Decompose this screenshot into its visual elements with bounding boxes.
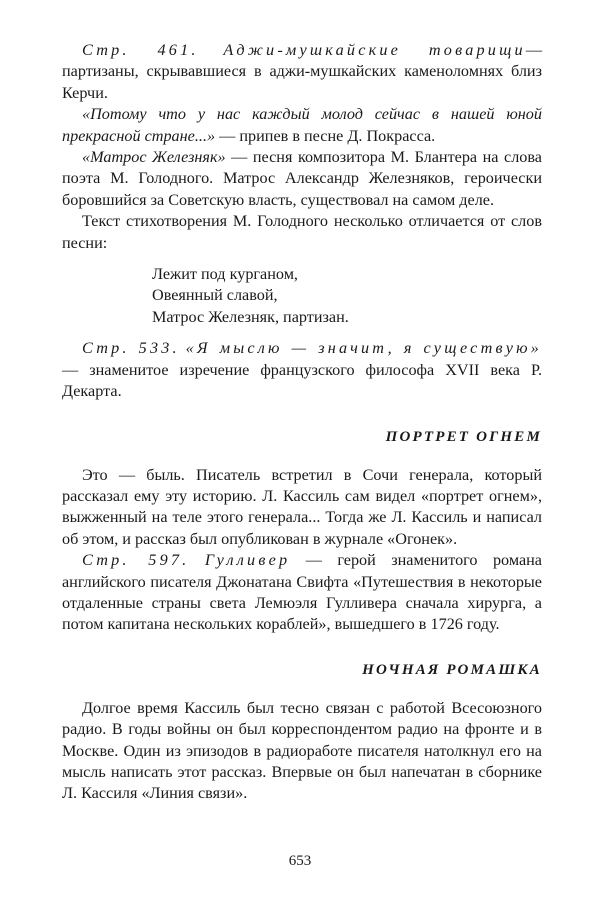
page-number: 653 [288,853,312,869]
note-text: — песня композитора М. Блантера на слова поэта М. Голодного. Матрос Александр Железняков, героически боровшийся за Советскую власть, существовал на самом деле. [62,148,542,209]
note-term: «Я мыслю — значит, я существую» [185,339,542,358]
note-zheleznyak [62,147,542,211]
page-body [62,40,542,805]
note-term: Гулливер [204,551,291,570]
poem-line: Матрос Железняк, партизан. [152,307,349,326]
poem-line: Овеянный славой, [152,286,278,305]
section-title-romashka: НОЧНАЯ РОМАШКА [362,661,542,678]
note-text: — припев в песне Д. Покрасса. [215,126,436,145]
page-reference: Стр. 533. [82,339,180,358]
note-adzhimushkai [62,40,542,104]
poem-line: Лежит под курганом, [152,265,298,284]
section-romashka-paragraph: Долгое время Кассиль был тесно связан с работой Всесоюзного радио. В годы войны он был корреспондентом радио на фронте и в Москве. Один из эпизодов в радиоработе писателя натолкнул его на мысль написать этот рассказ. Впервые он был напечатан в сборнике Л. Кассиля «Линия связи». [62,698,542,803]
note-quote: «Потому что у нас каждый молод сейчас в нашей юной прекрасной стране...» [62,105,542,145]
note-quote: «Матрос Железняк» [82,148,226,167]
note-text: — герой знаменитого романа английского писателя Джонатана Свифта «Путешествия в некоторые отдаленные страны света Лемюэля Гулливера сначала хирурга, а потом капитана нескольких кораблей», вышедшего в 1726 году. [62,551,542,634]
section-portret-paragraph: Это — быль. Писатель встретил в Сочи генерала, который рассказал ему эту историю. Л. Кассиль сам видел «портрет огнем», выжженный на теле этого генерала... Тогда же Л. Кассиль и написал об этом, и рассказ был опубликован в журнале «Огонек». [62,465,542,548]
note-text: — знаменитое изречение французского философа XVII века Р. Декарта. [62,360,542,401]
note-descartes [62,338,542,402]
note-poem-intro: Текст стихотворения М. Голодного несколько отличается от слов песни: [62,212,542,252]
section-title-portret: ПОРТРЕТ ОГНЕМ [385,428,542,445]
note-term: Аджи-мушкайские товарищи [223,41,526,59]
note-gulliver [62,550,542,636]
page-reference: Стр. 597. [82,551,190,570]
note-song-pokrass [62,104,542,147]
page-reference: Стр. 461. [82,41,199,59]
note-text: — партизаны, скрывавшиеся в аджи-мушкайских каменоломнях близ Керчи. [62,41,542,102]
poem-block [152,264,542,328]
